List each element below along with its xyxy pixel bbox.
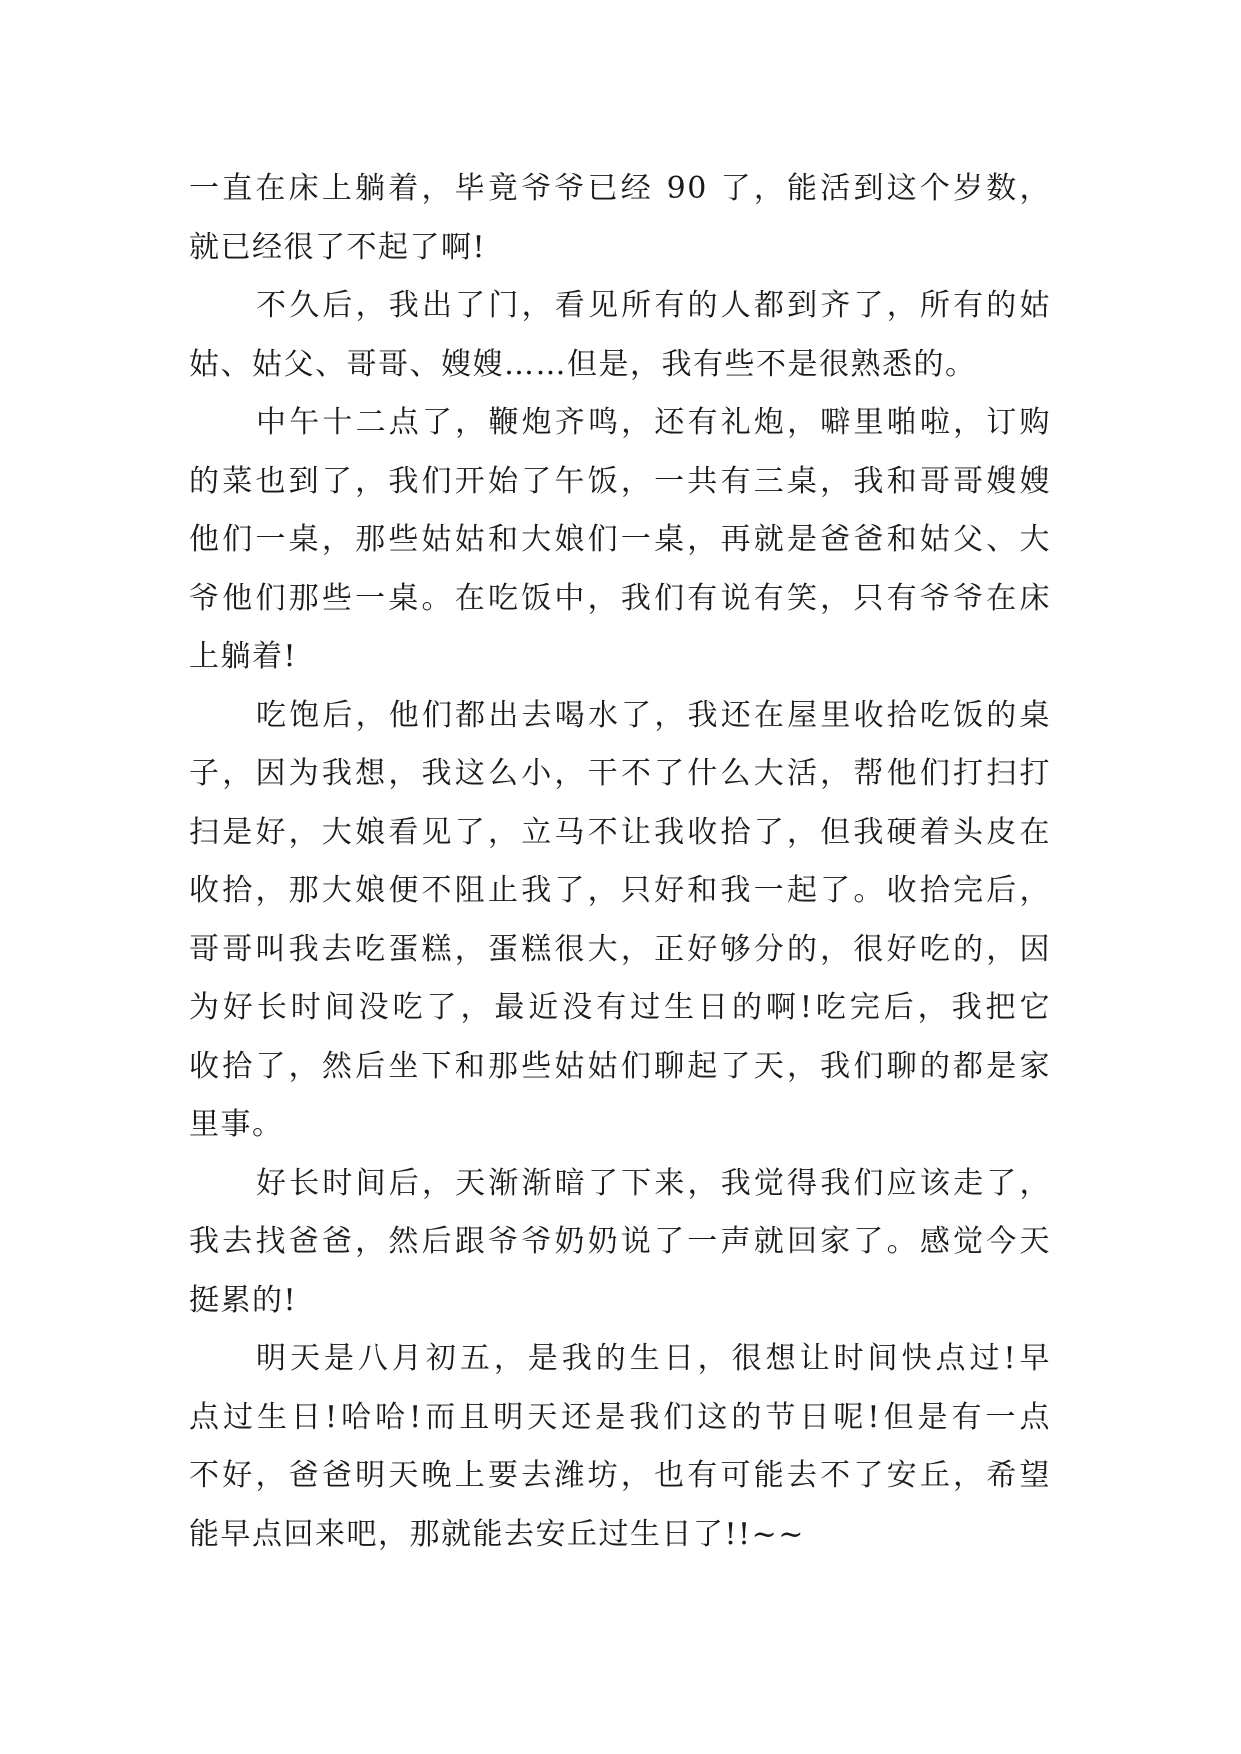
text-line: 能早点回来吧，那就能去安丘过生日了!!~~: [189, 1516, 805, 1552]
paragraph: [189, 687, 1051, 1155]
text-line: 我去找爸爸，然后跟爷爷奶奶说了一声就回家了。感觉今天: [189, 1224, 1051, 1259]
text-line: 不好，爸爸明天晚上要去潍坊，也有可能去不了安丘，希望: [189, 1458, 1051, 1493]
text-line: 姑、姑父、哥哥、嫂嫂……但是，我有些不是很熟悉的。: [189, 346, 977, 382]
text-line: 就已经很了不起了啊!: [189, 229, 487, 265]
paragraph: [189, 1155, 1051, 1331]
text-line: 中午十二点了，鞭炮齐鸣，还有礼炮，噼里啪啦，订购: [256, 405, 1051, 440]
text-line: 不久后，我出了门，看见所有的人都到齐了，所有的姑: [256, 288, 1051, 323]
body-text: [189, 160, 1051, 1564]
text-line: 一直在床上躺着，毕竟爷爷已经 90 了，能活到这个岁数，: [189, 171, 1051, 206]
text-line: 好长时间后，天渐渐暗了下来，我觉得我们应该走了，: [256, 1165, 1051, 1201]
text-line: 里事。: [189, 1107, 284, 1142]
text-line: 收拾，那大娘便不阻止我了，只好和我一起了。收拾完后，: [189, 873, 1051, 908]
paragraph: [189, 160, 1051, 277]
text-line: 扫是好，大娘看见了，立马不让我收拾了，但我硬着头皮在: [189, 814, 1051, 850]
text-line: 他们一桌，那些姑姑和大娘们一桌，再就是爸爸和姑父、大: [189, 522, 1051, 557]
text-line: 子，因为我想，我这么小，干不了什么大活，帮他们打扫打: [189, 756, 1051, 791]
paragraph: [189, 1330, 1051, 1564]
paragraph: [189, 394, 1051, 687]
text-line: 哥哥叫我去吃蛋糕，蛋糕很大，正好够分的，很好吃的，因: [189, 931, 1051, 967]
text-line: 点过生日!哈哈!而且明天还是我们这的节日呢!但是有一点: [189, 1399, 1051, 1435]
paragraph: [189, 277, 1051, 394]
text-line: 爷他们那些一桌。在吃饭中，我们有说有笑，只有爷爷在床: [189, 580, 1051, 616]
text-line: 明天是八月初五，是我的生日，很想让时间快点过!早: [256, 1341, 1051, 1376]
text-line: 吃饱后，他们都出去喝水了，我还在屋里收拾吃饭的桌: [256, 697, 1051, 733]
text-line: 为好长时间没吃了，最近没有过生日的啊!吃完后，我把它: [189, 990, 1051, 1025]
text-line: 收拾了，然后坐下和那些姑姑们聊起了天，我们聊的都是家: [189, 1048, 1051, 1084]
text-line: 上躺着!: [189, 639, 298, 674]
text-line: 的菜也到了，我们开始了午饭，一共有三桌，我和哥哥嫂嫂: [189, 463, 1051, 499]
text-line: 挺累的!: [189, 1282, 298, 1318]
